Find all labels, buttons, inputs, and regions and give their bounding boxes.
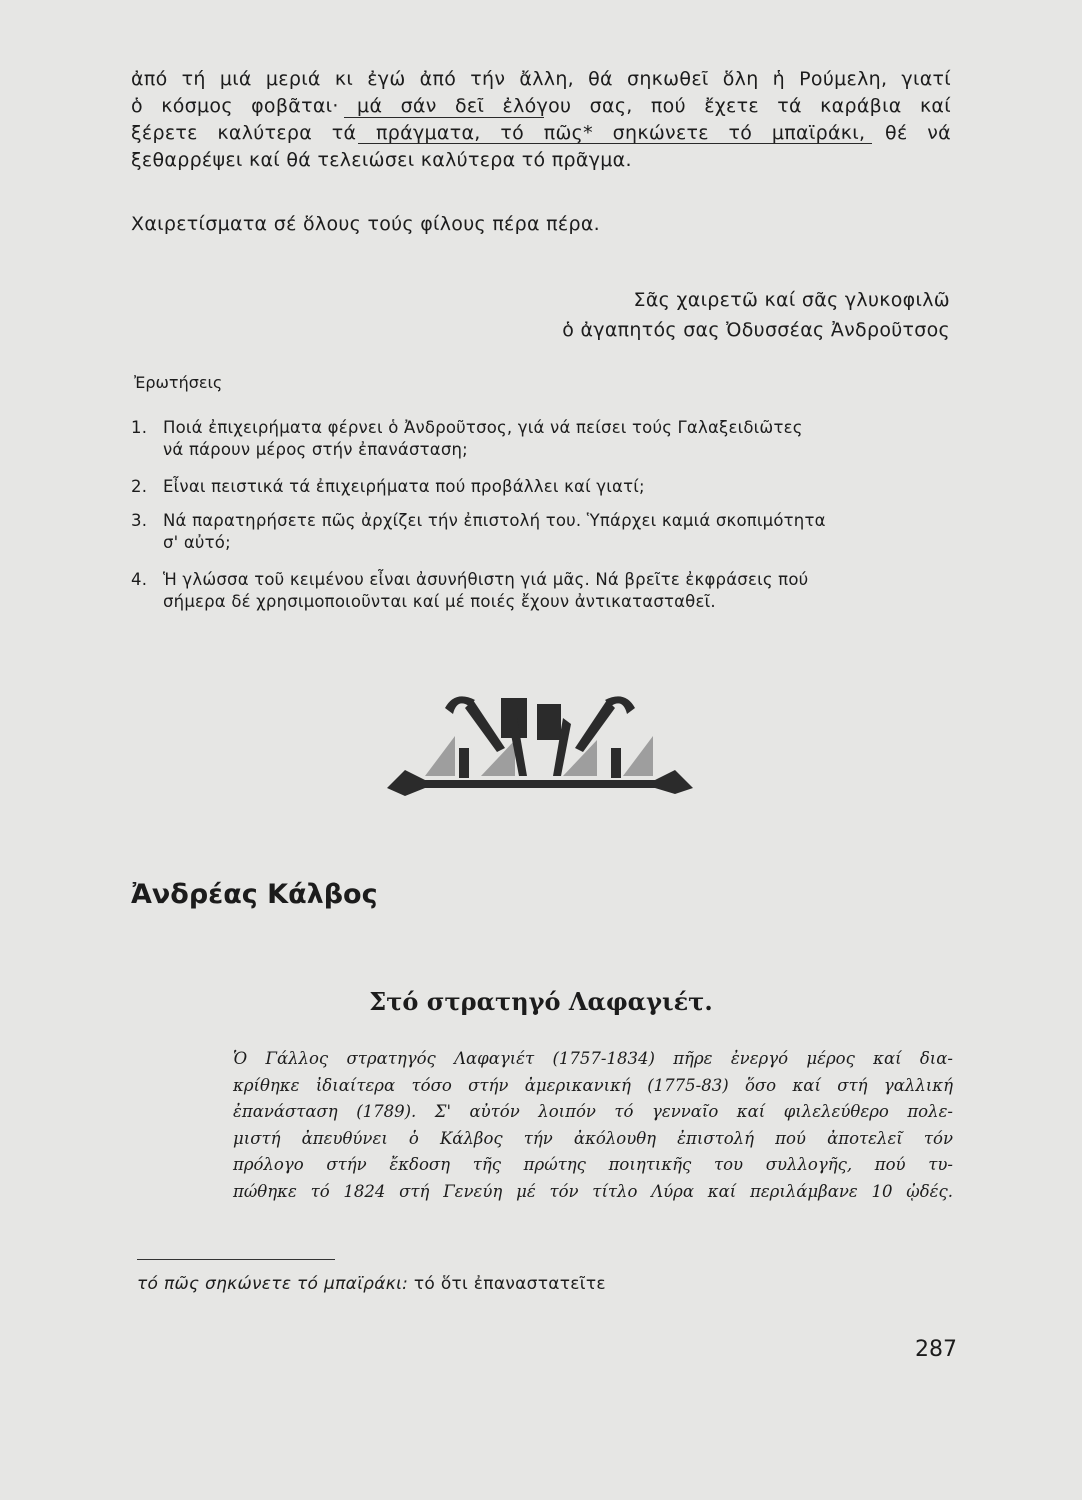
letter-line: ξεθαρρέψει καί θά τελειώσει καλύτερα τό πρᾶγμα. — [131, 149, 632, 171]
intro-line: Ὁ Γάλλος στρατηγός Λαφαγιέτ (1757-1834) πῆρε ἐνεργό μέρος καί δια- — [233, 1049, 953, 1068]
intro-line: μιστή ἀπευθύνει ὁ Κάλβος τήν ἀκόλουθη ἐπιστολή πού ἀποτελεῖ τόν — [233, 1128, 953, 1148]
question-line: Νά παρατηρήσετε πῶς ἀρχίζει τήν ἐπιστολή του. Ὑπάρχει καμιά σκοπιμότητα — [163, 511, 826, 530]
letter-line: ἀπό τή μιά μεριά κι ἐγώ ἀπό τήν ἄλλη, θά σηκωθεῖ ὅλη ἡ Ρούμελη, γιατί — [131, 68, 951, 90]
letter-line: ξέρετε καλύτερα τά πράγματα, τό πῶς* σηκώνετε τό μπαϊράκι, θέ νά — [131, 122, 951, 144]
intro-line: πώθηκε τό 1824 στή Γενεύη μέ τόν τίτλο Λύρα καί περιλάμβανε 10 ᾠδές. — [233, 1181, 953, 1201]
signature-line: ὁ ἀγαπητός σας Ὀδυσσέας Ἀνδροῦτσος — [562, 319, 950, 341]
intro-line: πρόλογο στήν ἔκδοση τῆς πρώτης ποιητικῆς του συλλογῆς, πού τυ- — [233, 1155, 953, 1174]
question-text — [163, 476, 956, 498]
page-number: 287 — [915, 1337, 957, 1362]
work-title: Στό στρατηγό Λαφαγιέτ. — [369, 987, 713, 1016]
questions-heading: Ἐρωτήσεις — [134, 373, 223, 392]
pen-underline — [358, 143, 872, 144]
question-line: σήμερα δέ χρησιμοποιοῦνται καί μέ ποιές ἔχουν ἀντικατασταθεῖ. — [163, 592, 716, 611]
pen-underline — [344, 117, 544, 118]
intro-paragraph — [233, 1046, 953, 1205]
intro-line: κρίθηκε ἰδιαίτερα τόσο στήν ἀμερικανική (1775-83) ὅσο καί στή γαλλική — [233, 1075, 953, 1095]
question-line: σ' αὐτό; — [163, 533, 231, 552]
question-line: Ἡ γλώσσα τοῦ κειμένου εἶναι ἀσυνήθιστη γιά μᾶς. Νά βρεῖτε ἐκφράσεις πού — [163, 570, 809, 589]
footnote-term: τό πῶς σηκώνετε τό μπαϊράκι: — [137, 1274, 409, 1294]
question-number: 3. — [131, 511, 148, 530]
question-text — [163, 510, 956, 554]
question-number: 1. — [131, 418, 148, 437]
question-text — [163, 569, 956, 613]
question-text — [163, 417, 956, 461]
question-line: Ποιά ἐπιχειρήματα φέρνει ὁ Ἀνδροῦτσος, γιά νά πείσει τούς Γαλαξειδιῶτες — [163, 418, 803, 437]
decorative-ornament-icon — [385, 688, 695, 804]
closing-line: Σᾶς χαιρετῶ καί σᾶς γλυκοφιλῶ — [633, 289, 950, 311]
question-number: 4. — [131, 570, 148, 589]
footnote-definition: τό ὅτι ἐπαναστατεῖτε — [413, 1274, 606, 1294]
footnote-rule — [137, 1259, 335, 1260]
question-line: νά πάρουν μέρος στήν ἐπανάσταση; — [163, 440, 468, 459]
question-number: 2. — [131, 477, 148, 496]
footnote — [137, 1274, 606, 1294]
question-line: Εἶναι πειστικά τά ἐπιχειρήματα πού προβάλλει καί γιατί; — [163, 477, 645, 496]
greeting-line: Χαιρετίσματα σέ ὅλους τούς φίλους πέρα πέρα. — [131, 213, 600, 235]
intro-line: ἐπανάσταση (1789). Σ' αὐτόν λοιπόν τό γενναῖο καί φιλελεύθερο πολε- — [233, 1102, 953, 1121]
author-heading: Ἀνδρέας Κάλβος — [131, 879, 378, 910]
letter-paragraph — [131, 66, 951, 174]
letter-line: ὁ κόσμος φοβᾶται· μά σάν δεῖ ἐλόγου σας, πού ἔχετε τά καράβια καί — [131, 95, 951, 117]
